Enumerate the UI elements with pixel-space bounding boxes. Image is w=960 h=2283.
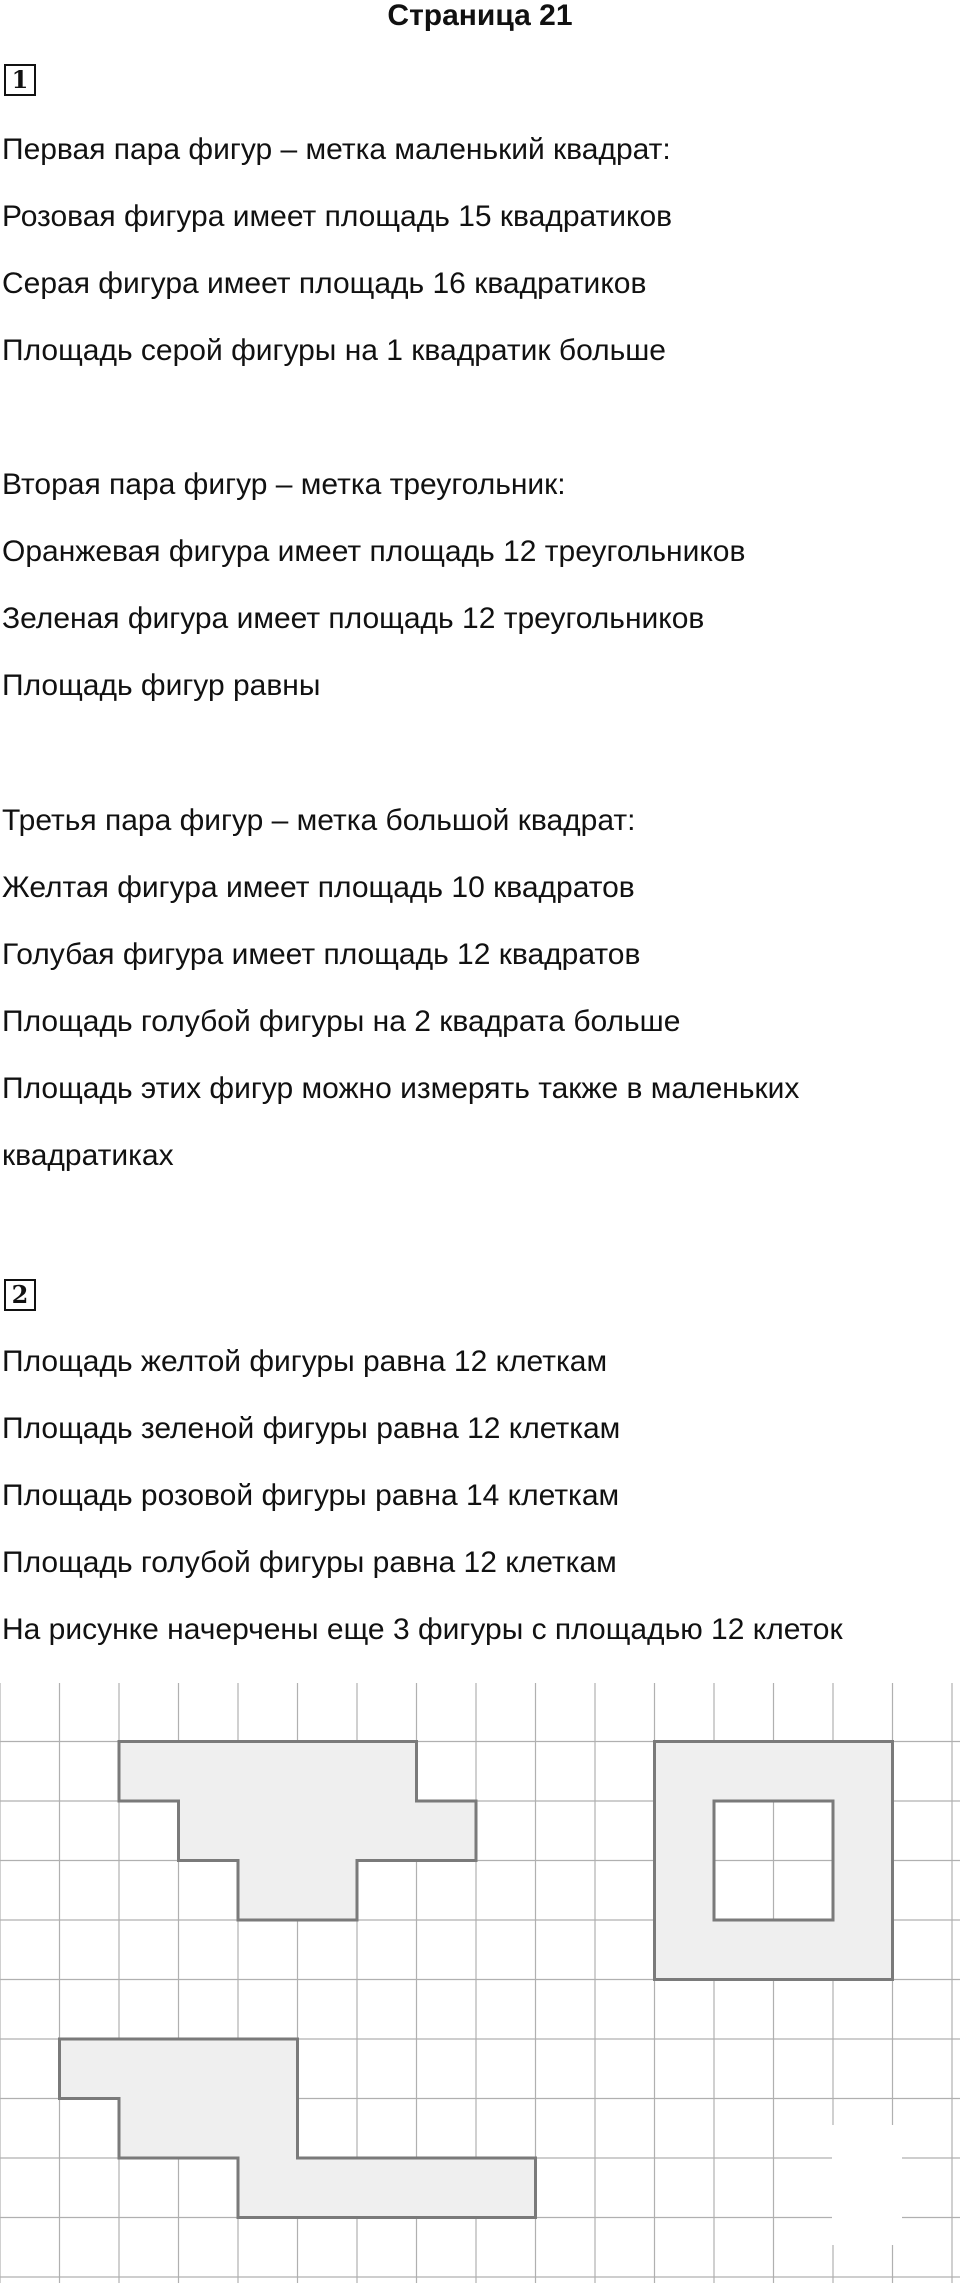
task1-line-12: Площадь голубой фигуры на 2 квадрата больше	[2, 1005, 681, 1038]
task1-line-3: Серая фигура имеет площадь 16 квадратиков	[2, 267, 647, 300]
task1-line-7: Зеленая фигура имеет площадь 12 треугольников	[2, 602, 705, 635]
task1-line-11: Голубая фигура имеет площадь 12 квадратов	[2, 938, 641, 971]
grid-svg	[0, 1683, 960, 2283]
task-number-2: 2	[4, 1279, 36, 1311]
task1-line-13: Площадь этих фигур можно измерять также в маленьких	[2, 1072, 800, 1105]
task2-line-4: Площадь голубой фигуры равна 12 клеткам	[2, 1546, 617, 1579]
grid-shapes	[60, 1742, 903, 2246]
task2-line-2: Площадь зеленой фигуры равна 12 клеткам	[2, 1412, 621, 1445]
page-title: Страница 21	[387, 0, 573, 32]
blank-patch	[832, 2125, 902, 2245]
task1-line-10: Желтая фигура имеет площадь 10 квадратов	[2, 871, 635, 904]
task1-line-9: Третья пара фигур – метка большой квадрат:	[2, 804, 636, 837]
task1-line-14: квадратиках	[2, 1139, 174, 1172]
task2-line-3: Площадь розовой фигуры равна 14 клеткам	[2, 1479, 620, 1512]
task1-line-1: Первая пара фигур – метка маленький квадрат:	[2, 133, 671, 166]
task1-line-4: Площадь серой фигуры на 1 квадратик больше	[2, 334, 666, 367]
shape-stepped-top	[119, 1742, 476, 1921]
task2-line-1: Площадь желтой фигуры равна 12 клеткам	[2, 1345, 608, 1378]
grid-figure	[0, 1683, 960, 2283]
task1-line-5: Вторая пара фигур – метка треугольник:	[2, 468, 566, 501]
task-number-1: 1	[4, 64, 36, 96]
task1-line-8: Площадь фигур равны	[2, 669, 321, 702]
shape-stepped-bottom	[60, 2039, 536, 2218]
task1-line-6: Оранжевая фигура имеет площадь 12 треугольников	[2, 535, 746, 568]
task1-line-2: Розовая фигура имеет площадь 15 квадратиков	[2, 200, 673, 233]
task2-line-5: На рисунке начерчены еще 3 фигуры с площадью 12 клеток	[2, 1613, 843, 1646]
